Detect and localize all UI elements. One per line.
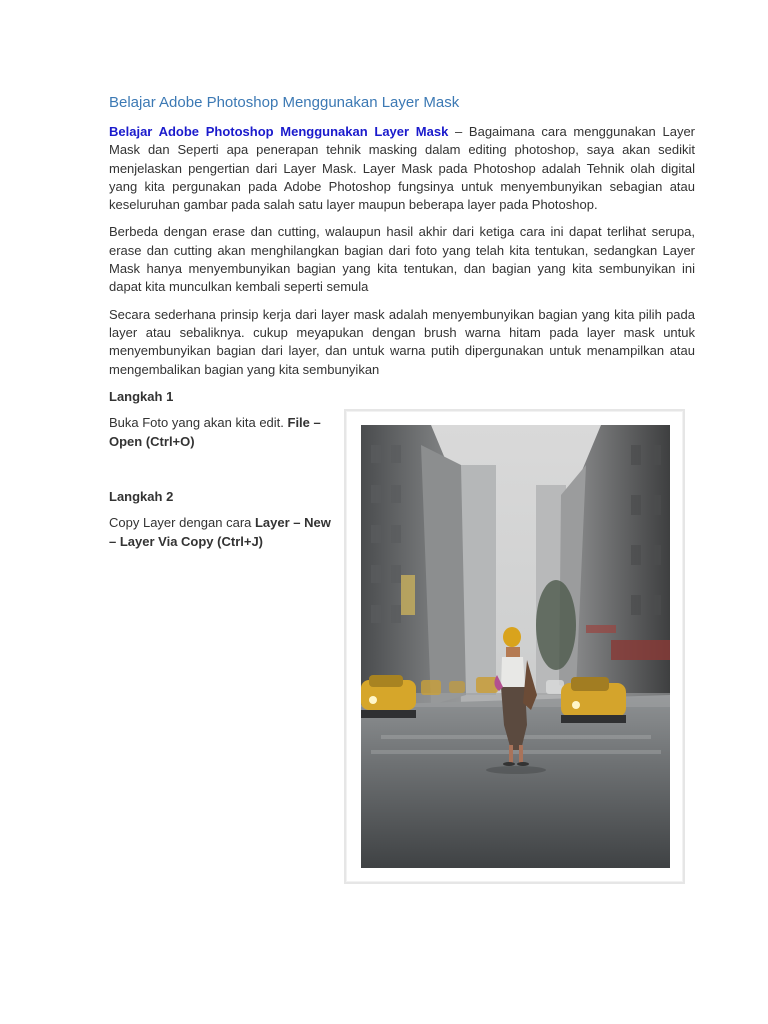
intro-text: – Bagaimana cara menggunakan Layer Mask dan Seperti apa penerapan tehnik masking dalam editing photoshop, saya akan sedikit menjelaskan pengertian dari Layer Mask. Layer Mask pada Photoshop adalah Tehnik olah digital yang kita pergunakan pada Adobe Photoshop fungsinya untuk menyembunyikan sebagian atau keseluruhan gambar pada salah satu layer maupun beberapa layer pada Photoshop. [109, 124, 695, 213]
step-2-title: Langkah 2 [109, 489, 174, 504]
article [109, 92, 695, 379]
step-2-text [109, 514, 334, 551]
step-1-command: File – Open (Ctrl+O) [109, 415, 321, 449]
paragraph-difference: Berbeda dengan erase dan cutting, walaupun hasil akhir dari ketiga cara ini dapat terlihat serupa, erase dan cutting akan menghilangkan bagian dari foto yang telah kita tentukan, sedangkan Layer Mask hanya menyembunyikan bagian yang kita tentukan, dan bagian yang kita sembunyikan ini dapat kita munculkan kembali seperti semula [109, 224, 695, 295]
taxi-left [361, 675, 416, 718]
step-2-command: Layer – New – Layer Via Copy (Ctrl+J) [109, 515, 331, 549]
taxi-right [561, 677, 626, 723]
article-title: Belajar Adobe Photoshop Menggunakan Layer Mask [109, 94, 460, 111]
paragraph-principle: Secara sederhana prinsip kerja dari layer mask adalah menyembunyikan bagian yang kita pilih pada layer atau sebaliknya. cukup meyapukan dengan brush warna hitam pada layer mask untuk menyembunyikan bagian dari layer, dan untuk warna putih dipergunakan untuk menampilkan atau mengembalikan bagian yang kita sembunyikan [109, 306, 695, 377]
photo-frame [344, 409, 685, 884]
step-2-instruction: Copy Layer dengan cara [109, 515, 255, 530]
rainy-street-photo [361, 425, 670, 868]
lead-link[interactable]: Belajar Adobe Photoshop Menggunakan Layer Mask [109, 124, 449, 139]
step-1-instruction: Buka Foto yang akan kita edit. [109, 415, 288, 430]
paragraph-intro [109, 123, 695, 214]
step-1-text [109, 414, 334, 451]
step-1-title: Langkah 1 [109, 389, 174, 404]
